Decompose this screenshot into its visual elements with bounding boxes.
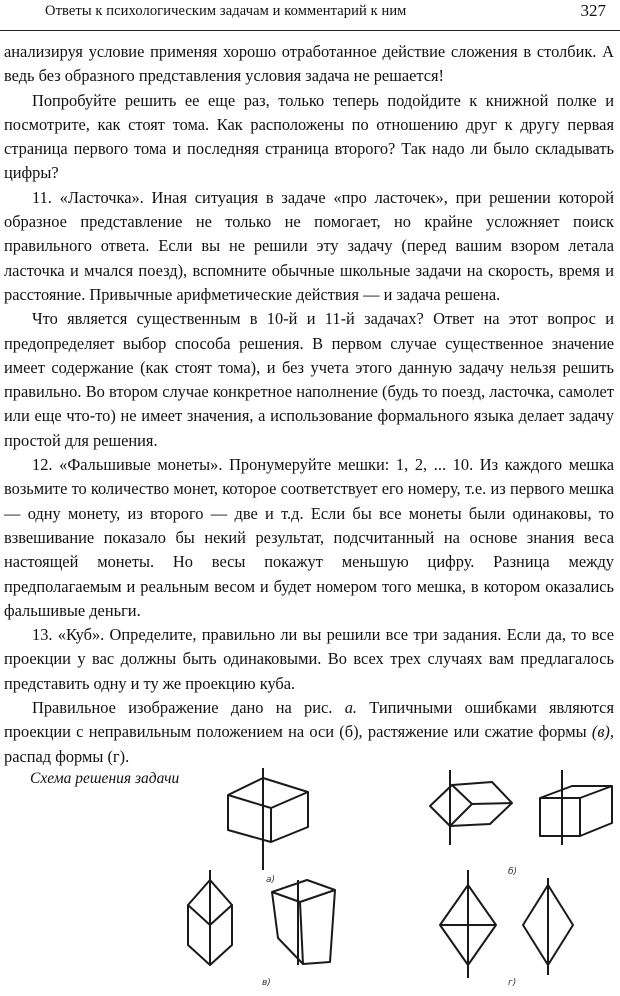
cube-a-edges <box>228 792 308 842</box>
figure-label-g: г) <box>508 978 517 988</box>
paragraph-7-part3: распад формы (г). <box>4 746 130 766</box>
cube-b-box-outline <box>540 786 612 836</box>
paragraph-5: 12. «Фальшивые монеты». Пронумеруйте мешки: 1, 2, ... 10. Из каждого мешка возьмите то количество монет, которое соответствует его номеру, т.е. из первого мешка — одну монету, из второго — две и т.д. Если бы все монеты были одинаковы, то взвешивание показало бы некий результат, подсчитанный на основе знания веса настоящей монеты. Но весы покажут меньшую цифру. Разница между предполагаемым и реальным весом и будет номером того мешка, в котором оказались фальшивые деньги. <box>4 455 614 620</box>
paragraph-3: 11. «Ласточка». Иная ситуация в задаче «про ласточек», при решении которой образное представление не только не помогает, но крайне усложняет поиск правильного ответа. Если вы не решили эту задачу (перед вашим взором летала ласточка и мчался поезд), вспомните обычные школьные задачи на скорость, время и расстояние. Привычные арифметические действия — и задача решена. <box>4 187 614 304</box>
figure-label-b: б) <box>508 867 518 877</box>
cube-a <box>228 768 308 870</box>
paragraph-6: 13. «Куб». Определите, правильно ли вы решили все три задания. Если да, то все проекции у вас должны быть одинаковыми. Во всех трех случаях вам предлагалось представить одну и ту же проекцию куба. <box>4 625 614 693</box>
paragraph-7-part2: Типичными ошибками являются проекции с неправильным положением на оси (б), растяжение или сжатие формы <box>4 698 614 742</box>
paragraph-2: Попробуйте решить ее еще раз, только теперь подойдите к книжной полке и посмотрите, как стоят тома. Как расположены по отношению друг к другу первая страница первого тома и последняя страница второго? Так надо ли было складывать цифры? <box>4 90 614 183</box>
figure-label-a: а) <box>266 875 276 885</box>
figure-caption: Схема решения задачи <box>30 770 180 787</box>
cube-g <box>440 870 573 978</box>
cube-b <box>430 770 612 845</box>
cube-b-rhombus-edges <box>450 785 512 826</box>
running-title: Ответы к психологическим задачам и комментарий к ним <box>45 3 407 19</box>
paragraph-7-part1: Правильное изображение дано на рис. <box>32 698 345 718</box>
cube-v <box>188 870 335 965</box>
figure-ref-v: (в), <box>591 722 614 742</box>
cube-a-outline <box>228 778 308 842</box>
figure-ref-a: а. <box>344 698 357 718</box>
paragraph-1: анализируя условие применяя хорошо отработанное действие сложения в столбик. А ведь без образного представления условия задача не решается! <box>4 42 614 86</box>
paragraph-4: Что является существенным в 10-й и 11-й задачах? Ответ на этот вопрос и предопределяет выбор способа решения. В первом случае существенное значение имеет содержание (как стоят тома), и без учета этого данную задачу нельзя решить правильно. Во втором случае конкретное наполнение (будь то поезд, ласточка, самолет или еще что-то) не имеет значения, а использование формального языка делает задачу простой для решения. <box>4 309 614 450</box>
page-number: 327 <box>580 1 606 20</box>
cube-v-prism-edges <box>272 890 335 964</box>
figure-label-v: в) <box>262 978 271 988</box>
